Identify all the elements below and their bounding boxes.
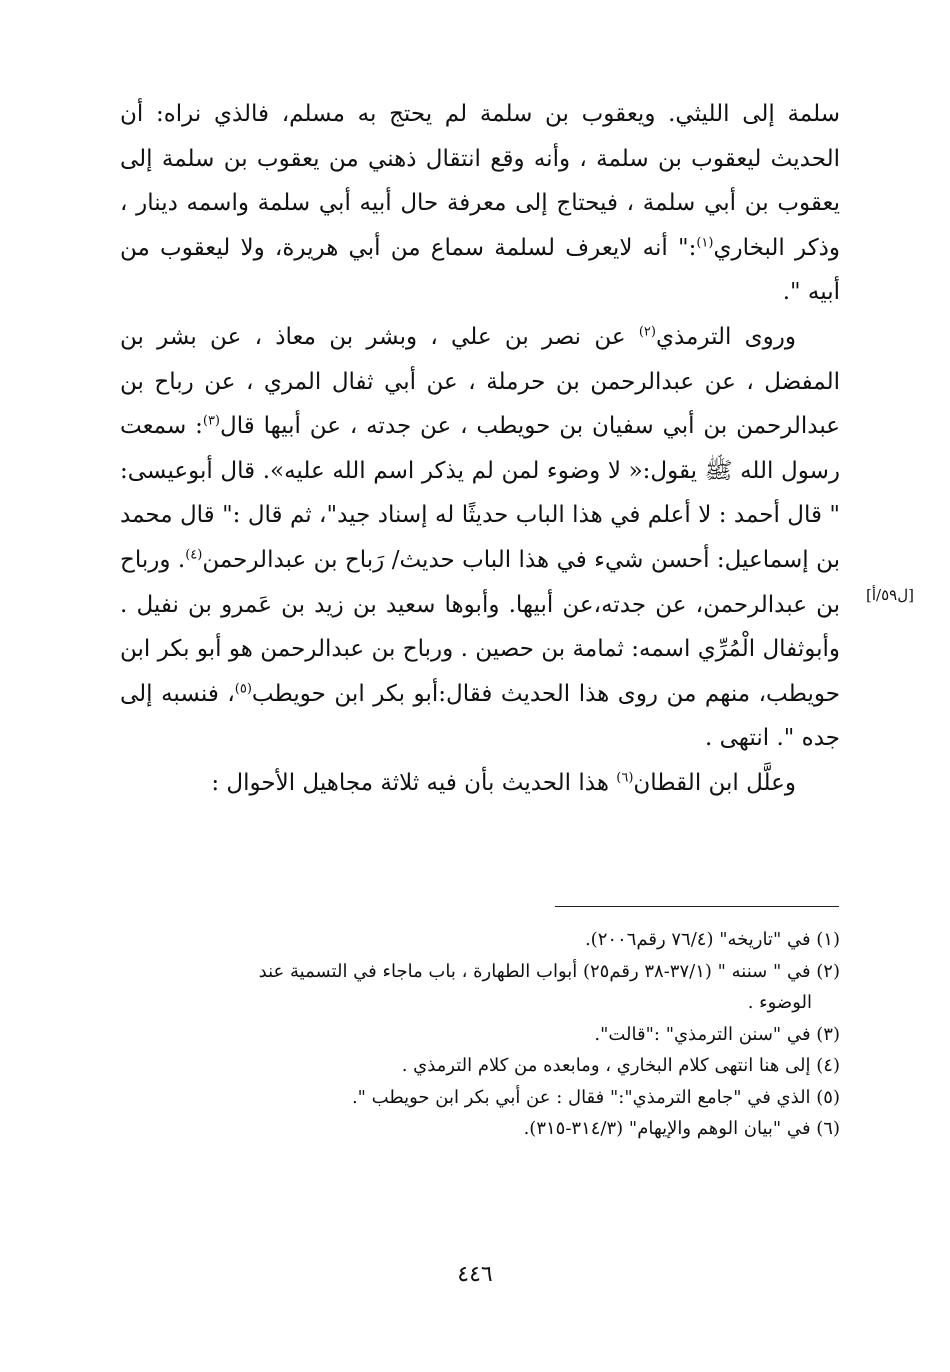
- paragraph-2: [120, 315, 840, 761]
- footnote-ref-2[interactable]: (٢): [638, 324, 656, 340]
- text-run: وعلَّل ابن القطان: [633, 769, 796, 796]
- footnote-ref-4[interactable]: (٤): [185, 547, 203, 563]
- footnote-3: (٣) في "سنن الترمذي" :"قالت".: [594, 1023, 840, 1045]
- footnote-6: (٦) في "بيان الوهم والإيهام" (٣١٤/٣-٣١٥).: [523, 1118, 840, 1139]
- paragraph-1: [120, 92, 840, 315]
- footnote-2: (٢) في " سننه " (٣٧/١-٣٨ رقم٢٥) أبواب الطهارة ، باب ماجاء في التسمية عند: [258, 960, 840, 982]
- footnote-ref-6[interactable]: (٦): [616, 770, 634, 786]
- footnote-ref-5[interactable]: (٥): [234, 681, 252, 697]
- footnote-1: (١) في "تاريخه" (٧٦/٤ رقم٢٠٠٦).: [584, 929, 840, 950]
- text-run: عن نصر بن علي ، وبشر بن معاذ ، عن بشر بن المفضل ، عن عبدالرحمن بن حرملة ، عن أبي ثفال المري ، عن رباح بن عبدالرحمن بن أبي سفيان بن حويطب ، عن جدته ، عن أبيها قال: [120, 323, 840, 440]
- footnote-ref-1[interactable]: (١): [696, 235, 714, 251]
- footnote-2-continued: الوضوء .: [747, 992, 812, 1013]
- footnote-4: (٤) إلى هنا انتهى كلام البخاري ، ومابعده من كلام الترمذي .: [401, 1055, 840, 1076]
- text-run: هذا الحديث بأن فيه ثلاثة مجاهيل الأحوال :: [211, 769, 617, 796]
- footnote-separator: [555, 906, 839, 907]
- main-text: [120, 92, 840, 806]
- footnotes: [120, 924, 840, 1145]
- text-run: سلمة إلى الليثي. ويعقوب بن سلمة لم يحتج به مسلم، فالذي نراه: أن الحديث ليعقوب بن سلمة ، وأنه وقع انتقال ذهني من يعقوب بن سلمة إلى يعقوب بن أبي سلمة ، فيحتاج إلى معرفة حال أبيه أبي سلمة واسمه دينار ، وذكر البخاري: [120, 101, 840, 261]
- footnote-ref-3[interactable]: (٣): [202, 413, 220, 429]
- text-run: :" أنه لايعرف لسلمة سماع من أبي هريرة، ولا ليعقوب من أبيه ".: [120, 234, 840, 306]
- manuscript-folio-marker: [ل٥٩/أ]: [866, 586, 914, 604]
- text-run: وروى الترمذي: [655, 323, 797, 350]
- text-run: ، فنسبه إلى جده ". انتهى .: [120, 680, 840, 752]
- paragraph-3: [120, 761, 840, 806]
- text-run: . ورباح بن عبدالرحمن، عن جدته،عن أبيها. وأبوها سعيد بن زيد بن عَمرو بن نفيل . وأبوثفال الْمُرِّي اسمه: ثمامة بن حصين . ورباح بن عبدالرحمن هو أبو بكر ابن حويطب، منهم من روى هذا الحديث فقال:أبو بكر ابن حويطب: [120, 546, 840, 707]
- page-number: ٤٤٦: [457, 1262, 493, 1287]
- footnote-5: (٥) الذي في "جامع الترمذي":" فقال : عن أبي بكر ابن حويطب ".: [351, 1086, 840, 1108]
- text-run: : سمعت رسول الله ﷺ يقول:« لا وضوء لمن لم يذكر اسم الله عليه». قال أبوعيسى: " قال أحمد : لا أعلم في هذا الباب حديثًا له إسناد جيد"، ثم قال :" قال محمد بن إسماعيل: أحسن شيء في هذا الباب حديث/ رَباح بن عبدالرحمن: [120, 413, 840, 573]
